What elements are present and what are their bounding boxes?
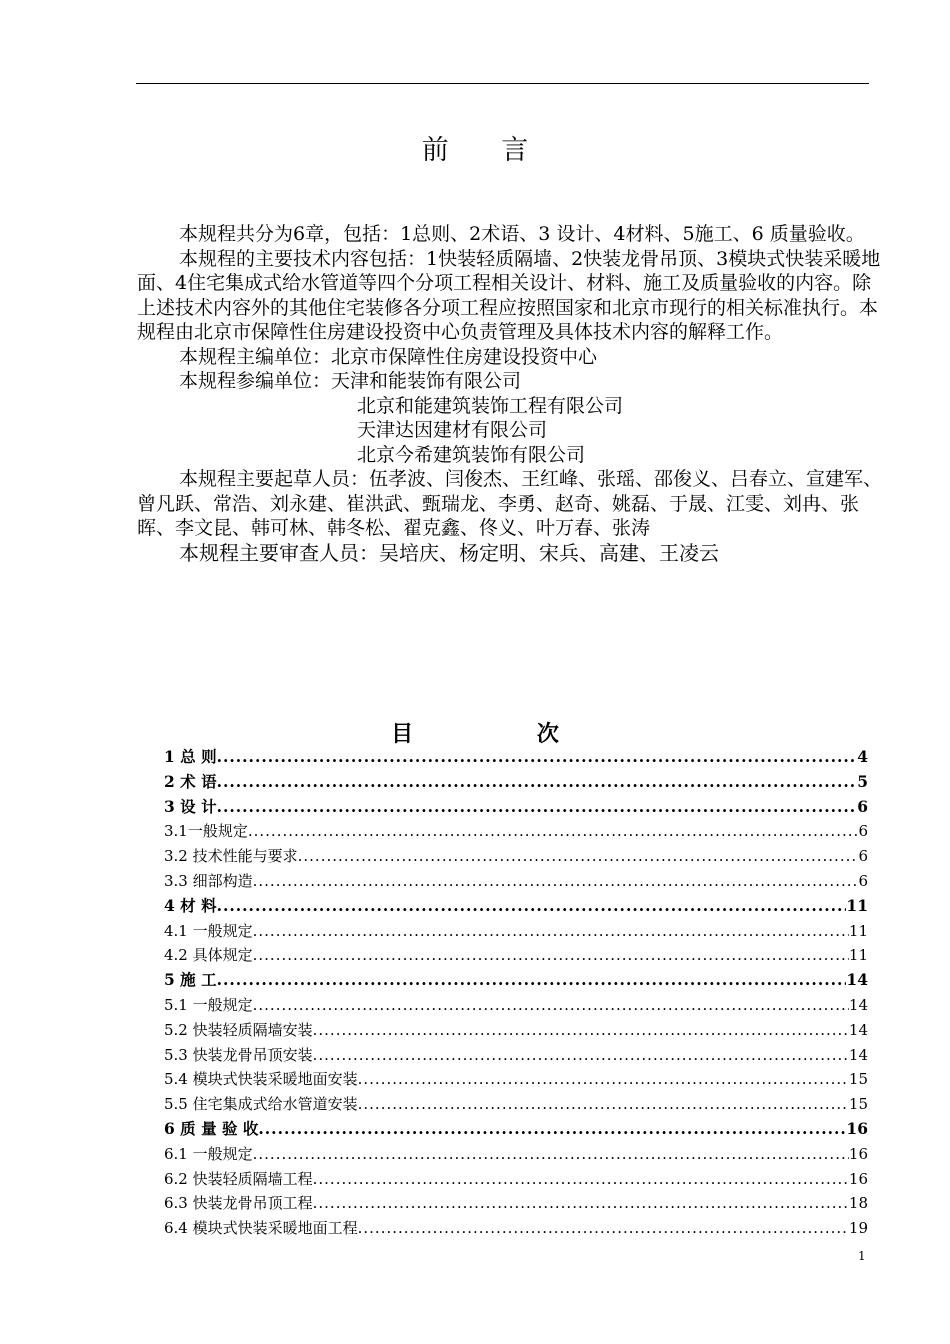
toc-entry[interactable] <box>164 1142 868 1167</box>
toc-entry-label: 4.1 一般规定 <box>164 921 253 940</box>
toc-entry[interactable] <box>164 919 868 944</box>
toc-entry-label: 5 施 工 <box>164 970 217 990</box>
toc-dot-leader <box>258 1117 846 1142</box>
toc-entry-label: 5.5 住宅集成式给水管道安装 <box>164 1095 358 1114</box>
toc-entry[interactable] <box>164 819 868 844</box>
toc-entry-label: 6.3 快装龙骨吊顶工程 <box>164 1194 313 1213</box>
toc-entry-page: 6 <box>858 871 868 890</box>
toc-entry[interactable] <box>164 745 868 770</box>
participant-unit: 天津达因建材有限公司 <box>357 419 548 441</box>
toc-entry-label: 5.1 一般规定 <box>164 995 253 1014</box>
chief-unit-line <box>137 345 887 370</box>
participant-unit: 北京今希建筑装饰有限公司 <box>357 443 586 466</box>
toc-entry-page: 14 <box>848 1045 868 1064</box>
toc-entry-label: 5.3 快装龙骨吊顶安装 <box>164 1045 313 1064</box>
toc-entry-label: 1 总 则 <box>164 747 217 766</box>
toc-dot-leader <box>253 1142 849 1167</box>
toc-entry-label: 6 质 量 验 收 <box>164 1118 259 1138</box>
toc-entry[interactable] <box>164 1216 868 1241</box>
toc-dot-leader <box>358 1092 849 1117</box>
preface-title: 前 言 <box>421 135 551 166</box>
toc-entry-page: 11 <box>848 946 868 965</box>
toc-entry[interactable] <box>164 869 868 894</box>
toc-entry-label: 3.1一般规定 <box>164 822 248 841</box>
toc-entry-label: 6.1 一般规定 <box>164 1144 253 1163</box>
toc-entry-label: 4.2 具体规定 <box>164 946 253 965</box>
toc-entry-page: 16 <box>848 1169 868 1188</box>
toc-entry-page: 14 <box>848 1020 868 1039</box>
toc-entry-page: 14 <box>846 970 868 990</box>
toc-entry-label: 4 材 料 <box>164 895 217 915</box>
toc-dot-leader <box>217 795 858 820</box>
toc-dot-leader <box>358 1067 849 1092</box>
drafters-paragraph: 本规程主要起草人员：伍孝波、闫俊杰、王红峰、张瑶、邵俊义、吕春立、宣建军、曾凡跃、常浩、刘永建、崔洪武、甄瑞龙、李勇、赵奇、姚磊、于晟、江雯、刘冉、张晖、李文昆、韩可林、韩冬松、翟克鑫、佟义、叶万春、张涛 <box>137 468 883 539</box>
toc-entry-label: 3.2 技术性能与要求 <box>164 847 298 866</box>
toc-entry[interactable] <box>164 1167 868 1192</box>
toc-entry[interactable] <box>164 1067 868 1092</box>
toc-entry[interactable] <box>164 1191 868 1216</box>
toc-dot-leader <box>358 1216 849 1241</box>
preface-paragraph-content: 本规程的主要技术内容包括：1快装轻质隔墙、2快装龙骨吊顶、3模块式快装采暖地面、4住宅集成式给水管道等四个分项工程相关设计、材料、施工及质量验收的内容。除上述技术内容外的其他住宅装修各分项工程应按照国家和北京市现行的相关标准执行。本规程由北京市保障性住房建设投资中心负责管理及具体技术内容的解释工作。 <box>137 247 881 343</box>
chief-unit-label: 本规程主编单位： <box>179 345 332 368</box>
toc-entry-page: 4 <box>857 747 868 766</box>
toc-entry[interactable] <box>164 993 868 1018</box>
toc-entry[interactable] <box>164 968 868 993</box>
preface-body <box>137 222 887 565</box>
toc-dot-leader <box>313 1191 849 1216</box>
participant-unit-line <box>137 369 887 394</box>
toc-entry[interactable] <box>164 943 868 968</box>
toc-entry[interactable] <box>164 894 868 919</box>
toc-dot-leader <box>253 993 849 1018</box>
toc-entry-page: 6 <box>857 796 868 816</box>
toc-title: 目 次 <box>391 721 617 747</box>
toc-entry-label: 2 术 语 <box>164 771 217 791</box>
toc-dot-leader <box>298 844 859 869</box>
toc-entry-label: 5.2 快装轻质隔墙安装 <box>164 1020 313 1039</box>
header-rule <box>136 83 869 84</box>
toc-entry[interactable] <box>164 770 868 795</box>
chief-unit: 北京市保障性住房建设投资中心 <box>331 345 598 368</box>
toc-dot-leader <box>313 1043 849 1068</box>
table-of-contents <box>164 745 868 1241</box>
toc-entry[interactable] <box>164 1117 868 1142</box>
toc-entry[interactable] <box>164 795 868 820</box>
toc-entry-label: 5.4 模块式快装采暖地面安装 <box>164 1070 358 1089</box>
toc-dot-leader <box>253 869 859 894</box>
toc-entry-label: 6.4 模块式快装采暖地面工程 <box>164 1219 358 1238</box>
toc-entry-page: 6 <box>858 822 868 841</box>
toc-entry-label: 6.2 快装轻质隔墙工程 <box>164 1169 313 1188</box>
toc-entry-page: 15 <box>848 1095 868 1114</box>
participant-unit: 北京和能建筑装饰工程有限公司 <box>357 394 624 417</box>
toc-dot-leader <box>217 770 858 795</box>
participant-unit: 天津和能装饰有限公司 <box>331 370 522 392</box>
toc-entry-page: 11 <box>848 921 868 940</box>
toc-dot-leader <box>217 894 847 919</box>
toc-dot-leader <box>217 745 858 770</box>
page-number: 1 <box>858 1249 866 1263</box>
toc-entry-label: 3 设 计 <box>164 796 217 816</box>
toc-dot-leader <box>248 819 859 844</box>
toc-entry-page: 19 <box>848 1219 868 1238</box>
toc-dot-leader <box>217 968 847 993</box>
toc-entry[interactable] <box>164 1043 868 1068</box>
toc-entry-page: 14 <box>848 995 868 1014</box>
toc-entry[interactable] <box>164 844 868 869</box>
participant-unit-label: 本规程参编单位： <box>179 370 332 392</box>
toc-dot-leader <box>253 919 849 944</box>
toc-entry-page: 11 <box>846 895 868 915</box>
toc-entry[interactable] <box>164 1092 868 1117</box>
toc-entry-page: 16 <box>846 1118 868 1138</box>
toc-entry-page: 6 <box>858 847 868 866</box>
toc-dot-leader <box>253 943 849 968</box>
toc-entry-page: 16 <box>848 1144 868 1163</box>
toc-dot-leader <box>313 1167 849 1192</box>
toc-entry-page: 15 <box>848 1070 868 1089</box>
toc-entry[interactable] <box>164 1018 868 1043</box>
toc-entry-page: 5 <box>857 771 868 791</box>
toc-dot-leader <box>313 1018 849 1043</box>
toc-entry-label: 3.3 细部构造 <box>164 871 253 890</box>
preface-paragraph-chapters: 本规程共分为6章，包括：1总则、2术语、3 设计、4材料、5施工、6 质量验收。 <box>179 223 865 245</box>
toc-entry-page: 18 <box>848 1194 868 1213</box>
reviewers-paragraph: 本规程主要审查人员：吴培庆、杨定明、宋兵、高建、王凌云 <box>179 540 719 565</box>
